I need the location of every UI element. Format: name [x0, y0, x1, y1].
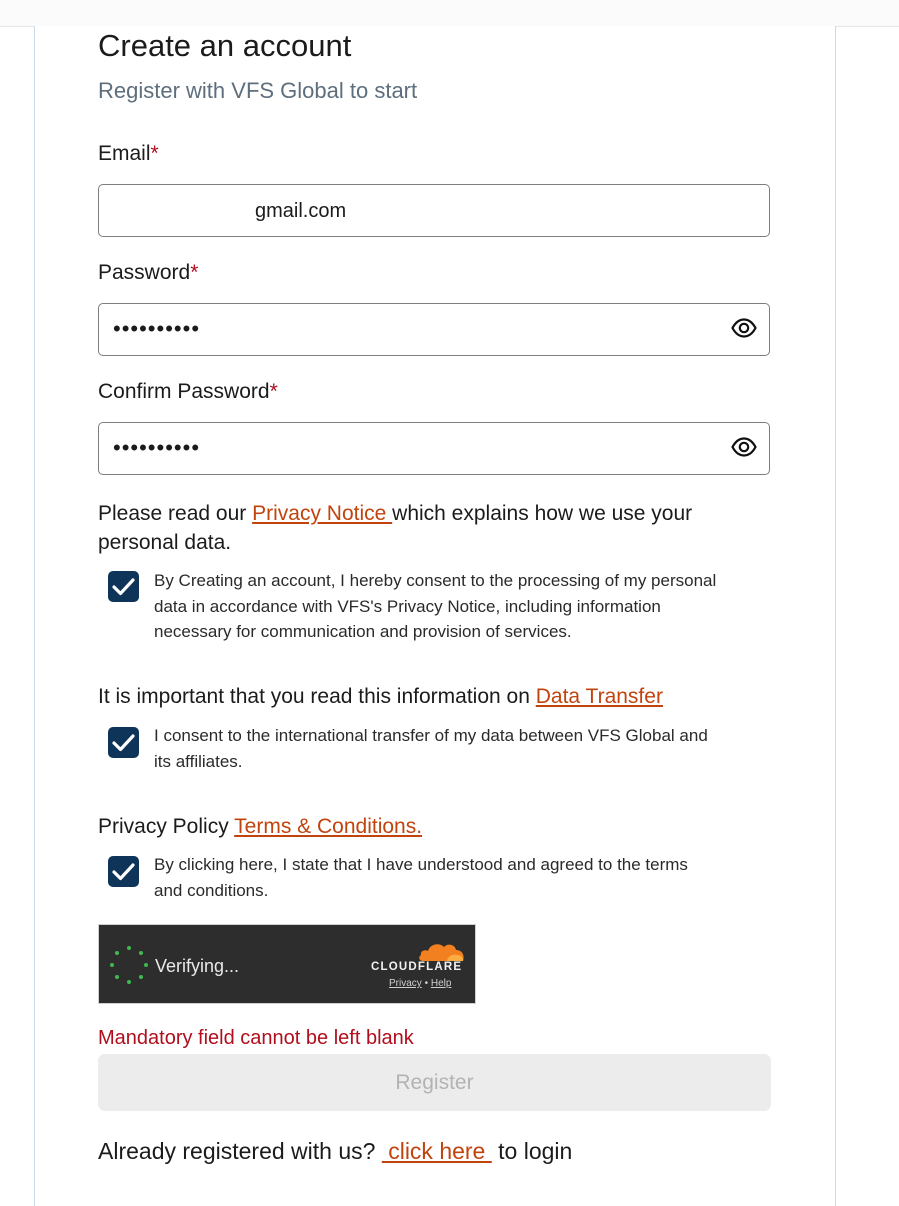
show-password-eye-icon[interactable]	[731, 317, 757, 339]
data-transfer-text	[98, 682, 798, 711]
captcha-link-separator: •	[424, 978, 429, 989]
email-label	[98, 142, 159, 166]
captcha-status: Verifying...	[155, 956, 240, 976]
data-transfer-prefix: It is important that you read this information on	[98, 685, 536, 708]
terms-prefix: Privacy Policy	[98, 815, 235, 838]
terms-consent-checkbox[interactable]	[108, 856, 139, 887]
privacy-suffix: which explains how we use your	[392, 502, 693, 525]
register-button[interactable]: Register	[98, 1054, 771, 1111]
privacy-line2: personal data.	[98, 531, 232, 554]
cloudflare-captcha-widget[interactable]	[98, 924, 476, 1004]
captcha-privacy-link[interactable]: Privacy	[389, 978, 422, 989]
checkmark-icon	[108, 856, 139, 887]
show-confirm-password-eye-icon[interactable]	[731, 436, 757, 458]
password-value: ••••••••••	[113, 316, 201, 341]
checkmark-icon	[108, 727, 139, 758]
confirm-password-label-text: Confirm Password	[98, 380, 270, 403]
privacy-consent-line: By Creating an account, I hereby consent to the processing of my personal	[154, 571, 717, 590]
terms-consent-line: By clicking here, I state that I have understood and agreed to the terms	[154, 855, 688, 874]
privacy-consent-checkbox[interactable]	[108, 571, 139, 602]
required-mark: *	[150, 142, 159, 165]
captcha-help-link[interactable]: Help	[430, 978, 452, 989]
login-prompt	[98, 1138, 572, 1165]
error-message: Mandatory field cannot be left blank	[98, 1027, 414, 1049]
privacy-consent-line: data in accordance with VFS's Privacy Notice, including information	[154, 596, 661, 616]
data-transfer-consent-checkbox[interactable]	[108, 727, 139, 758]
data-transfer-consent-line: I consent to the international transfer of my data between VFS Global and	[154, 726, 708, 745]
privacy-notice-link[interactable]: Privacy Notice	[252, 502, 393, 525]
data-transfer-consent-text	[154, 723, 794, 774]
cloudflare-brand: CLOUDFLARE	[371, 961, 463, 973]
privacy-consent-text	[154, 568, 794, 645]
cloudflare-cloud-icon	[417, 939, 467, 963]
captcha-footer-links	[389, 978, 451, 989]
checkmark-icon	[108, 571, 139, 602]
password-field[interactable]	[98, 303, 770, 356]
privacy-notice-text	[98, 499, 788, 557]
terms-consent-text	[154, 852, 794, 903]
privacy-prefix: Please read our	[98, 502, 253, 525]
required-mark: *	[190, 261, 199, 284]
confirm-password-value: ••••••••••	[113, 435, 201, 460]
password-label-text: Password	[98, 261, 191, 284]
privacy-consent-line: necessary for communication and provision of services.	[154, 622, 572, 641]
data-transfer-link[interactable]: Data Transfer	[535, 685, 663, 708]
login-prompt-prefix: Already registered with us?	[98, 1138, 382, 1164]
login-prompt-suffix: to login	[491, 1138, 573, 1164]
page-subtitle: Register with VFS Global to start	[98, 78, 418, 103]
terms-text	[98, 812, 798, 841]
email-field[interactable]	[98, 184, 770, 237]
confirm-password-label	[98, 380, 278, 404]
spinner-icon	[107, 943, 151, 987]
email-value: gmail.com	[255, 200, 347, 222]
terms-conditions-link[interactable]: Terms & Conditions.	[234, 815, 423, 838]
required-mark: *	[269, 380, 278, 403]
browser-top-strip	[0, 0, 899, 27]
terms-consent-line: and conditions.	[154, 880, 269, 900]
email-label-text: Email	[98, 142, 151, 165]
password-label	[98, 261, 198, 285]
page-title: Create an account	[98, 28, 352, 63]
confirm-password-field[interactable]	[98, 422, 770, 475]
login-link[interactable]: click here	[381, 1138, 492, 1164]
data-transfer-consent-line: its affiliates.	[154, 751, 243, 771]
